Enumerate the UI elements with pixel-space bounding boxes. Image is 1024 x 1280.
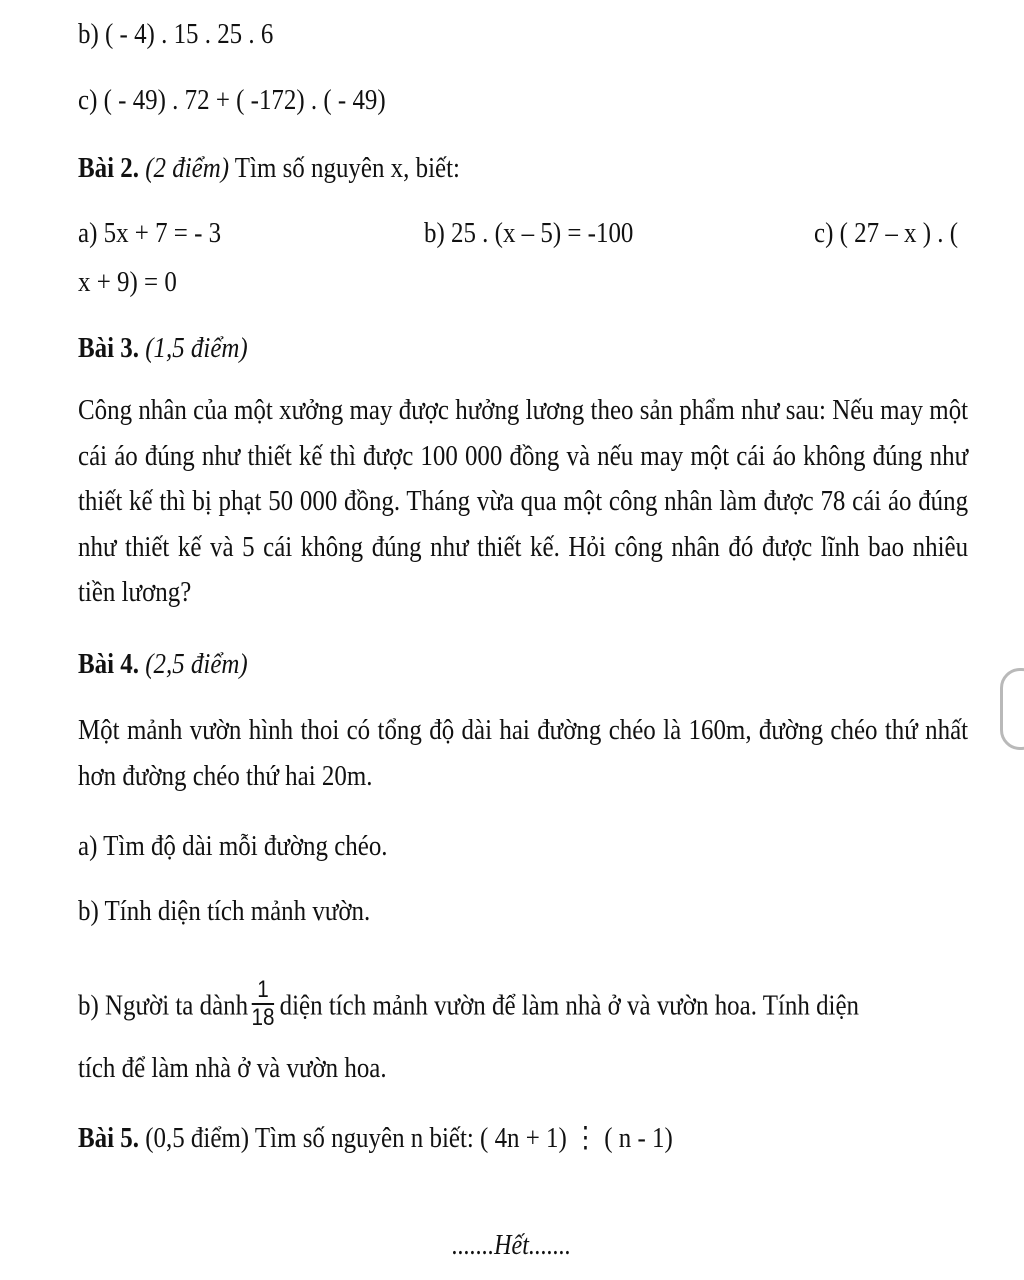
bai2-prompt: Tìm số nguyên x, biết: (234, 152, 460, 184)
bai4-c-after: diện tích mảnh vườn để làm nhà ở và vườn hoa. Tính diện (279, 989, 860, 1022)
bai4-b: b) Tính diện tích mảnh vườn. (78, 895, 371, 927)
bai2-points: (2 điểm) (145, 152, 230, 184)
bai5-points: (0,5 điểm) (145, 1122, 250, 1154)
exercise-1b: b) ( - 4) . 15 . 25 . 6 (78, 18, 274, 50)
bai5-heading: Bài 5. (78, 1122, 139, 1154)
fraction-1-18 (252, 977, 275, 1031)
bai4-c-before: b) Người ta dành (78, 989, 249, 1022)
end-marker: .......Hết....... (452, 1230, 572, 1261)
bai5-title (78, 1120, 673, 1156)
scroll-handle[interactable] (1000, 668, 1024, 750)
bai4-body: Một mảnh vườn hình thoi có tổng độ dài hai đường chéo là 160m, đường chéo thứ nhất hơn đường chéo thứ hai 20m. (78, 714, 969, 792)
bai3-title (78, 330, 248, 366)
fraction-denominator: 18 (251, 1004, 275, 1031)
bai2-c-part1: c) ( 27 – x ) . ( (814, 217, 959, 249)
bai3-heading: Bài 3. (78, 332, 139, 364)
bai3-body: Công nhân của một xưởng may được hưởng lương theo sản phẩm như sau: Nếu may một cái áo đúng như thiết kế thì được 100 000 đồng và nếu may một cái áo không đúng như thiết kế thì bị phạt 50 000 đồng. Tháng vừa qua một công nhân làm được 78 cái áo đúng như thiết kế và 5 cái không đúng như thiết kế. Hỏi công nhân đó được lĩnh bao nhiêu tiền lương? (78, 394, 969, 608)
bai2-c-part2: x + 9) = 0 (78, 266, 177, 298)
bai4-a: a) Tìm độ dài mỗi đường chéo. (78, 830, 388, 862)
bai4-heading: Bài 4. (78, 648, 139, 680)
bai3-points: (1,5 điểm) (145, 332, 248, 364)
bai5-body: Tìm số nguyên n biết: ( 4n + 1) ⋮ ( n - 1) (254, 1122, 673, 1154)
bai2-b: b) 25 . (x – 5) = -100 (424, 217, 634, 249)
bai2-title (78, 150, 460, 186)
exercise-1c: c) ( - 49) . 72 + ( -172) . ( - 49) (78, 84, 386, 116)
bai4-points: (2,5 điểm) (145, 648, 248, 680)
bai4-title (78, 646, 248, 682)
bai2-a: a) 5x + 7 = - 3 (78, 217, 222, 249)
bai4-c-line2: tích để làm nhà ở và vườn hoa. (78, 1052, 387, 1084)
bai2-heading: Bài 2. (78, 152, 139, 184)
bai4-c (78, 976, 860, 1035)
fraction-numerator: 1 (252, 977, 275, 1005)
